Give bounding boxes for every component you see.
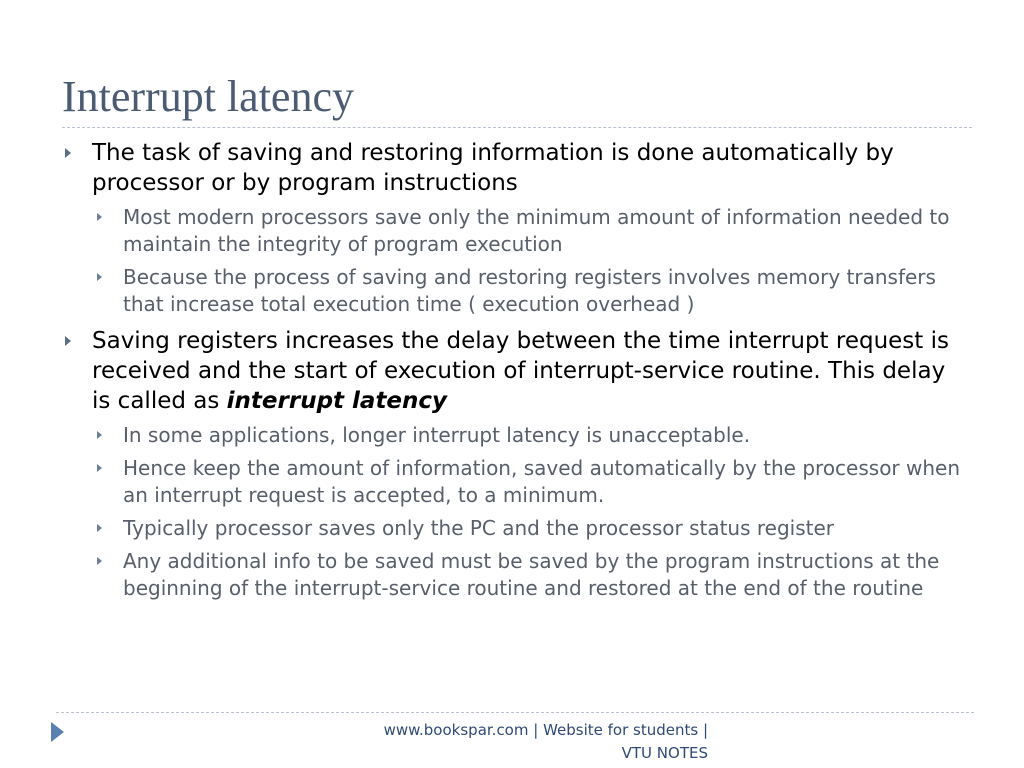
triangle-bullet-icon [97,213,102,221]
sub-bullet-1-2 [60,264,965,318]
slide-content [60,138,965,602]
triangle-bullet-icon [65,148,71,158]
triangle-bullet-icon [97,524,102,532]
sub-bullet-text: Typically processor saves only the PC and the processor status register [123,516,835,540]
sub-bullet-2-3 [60,515,965,542]
triangle-bullet-icon [97,464,102,472]
footer-divider [56,712,974,713]
sub-bullet-text: Any additional info to be saved must be saved by the program instructions at the beginning of the interrupt-service routine and restored at the end of the routine [123,549,940,600]
triangle-bullet-icon [65,336,71,346]
footer-line-1: www.bookspar.com | Website for students | [383,721,708,739]
triangle-bullet-icon [97,557,102,565]
sub-bullet-text: Hence keep the amount of information, saved automatically by the processor when an interrupt request is accepted, to a minimum. [123,456,961,507]
bullet-point-1 [60,138,965,198]
sub-bullet-2-2 [60,455,965,509]
play-arrow-icon[interactable] [51,722,64,742]
bullet-point-2 [60,326,965,416]
bullet-text: Saving registers increases the delay between the time interrupt request is received and the start of execution of interrupt-service routine. This delay is called as [92,328,949,414]
sub-bullet-text: Because the process of saving and restoring registers involves memory transfers that increase total execution time ( execution overhead ) [123,265,936,316]
footer [330,719,708,765]
title-divider [62,127,972,128]
sub-bullet-2-1 [60,422,965,449]
slide-title: Interrupt latency [62,72,354,121]
sub-bullet-text: In some applications, longer interrupt latency is unacceptable. [123,423,751,447]
sub-bullet-text: Most modern processors save only the minimum amount of information needed to maintain the integrity of program execution [123,205,950,256]
triangle-bullet-icon [97,273,102,281]
emphasized-term: interrupt latency [226,388,448,414]
sub-bullet-2-4 [60,548,965,602]
sub-bullet-1-1 [60,204,965,258]
footer-line-2: VTU NOTES [621,744,708,762]
bullet-text: The task of saving and restoring information is done automatically by processor or by program instructions [92,140,894,196]
triangle-bullet-icon [97,431,102,439]
